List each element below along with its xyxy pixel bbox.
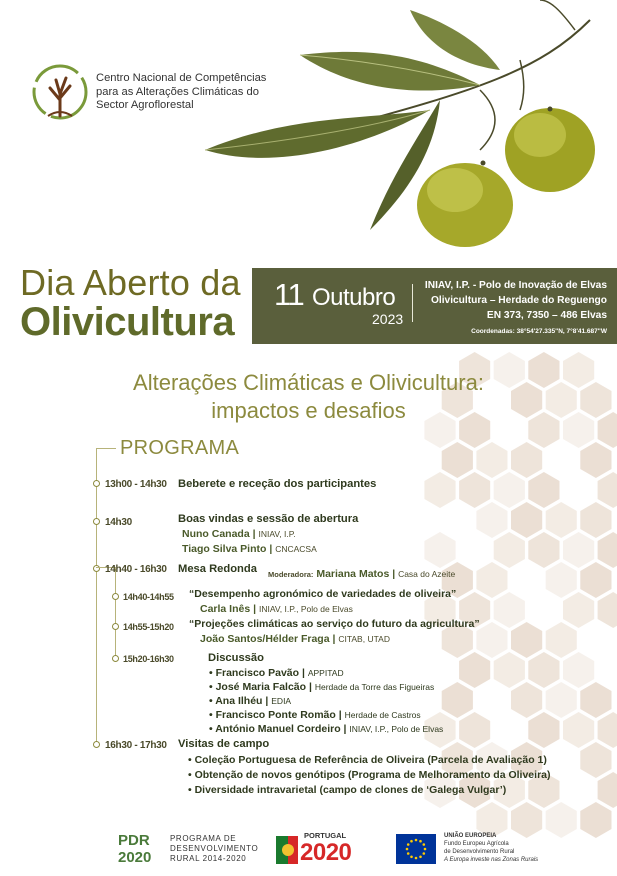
hexagon [528,532,559,568]
timeline-sub-line [115,567,116,657]
timeline-dot [93,741,100,748]
panelist-affiliation: Herdade da Torre das Figueiras [314,682,435,692]
programa-heading: PROGRAMA [120,437,240,459]
subtitle-line1: Alterações Climáticas e Olivicultura: [133,370,484,395]
hexagon [580,562,611,598]
hexagon [580,502,611,538]
panelist-name: Francisco Ponte Romão [215,709,336,721]
hexagon [494,592,525,628]
moderator-name: Mariana Matos [316,568,390,580]
eu-star [406,848,409,851]
session2-time: 14h30 [105,517,132,528]
event-day: 11 [274,277,304,312]
visit-item-text: Coleção Portuguesa de Referência de Oliveira (Parcela de Avaliação 1) [194,754,547,766]
timeline-top-connector [96,448,116,449]
panelist-affiliation: EDIA [271,696,292,706]
hexagon [459,712,490,748]
date-location-banner [252,268,617,344]
eu-line1: Fundo Europeu Agrícola [444,841,509,847]
eu-line3: A Europa investe nas Zonas Rurais [444,857,539,863]
visit-item: • Coleção Portuguesa de Referência de Oliveira (Parcela de Avaliação 1) [188,754,547,766]
hexagon [546,802,577,838]
hexagon [442,442,473,478]
eu-star [424,848,427,851]
hexagon [598,532,617,568]
pdr-line1: PROGRAMA DE [170,834,237,843]
hexagon [494,652,525,688]
location-line3: EN 373, 7350 – 486 Elvas [486,310,607,321]
speaker-name: Nuno Canada [182,528,250,540]
timeline-main-line [96,448,97,744]
session1-title: Beberete e receção dos participantes [178,478,377,490]
org-line3: Sector Agroflorestal [96,99,194,111]
eu-star [407,852,410,855]
speaker-name: Carla Inês [200,603,251,615]
speaker-name: João Santos/Hélder Fraga [200,633,330,645]
eu-star [415,857,418,860]
hexagon [476,502,507,538]
talk1-title: “Desempenho agronómico de variedades de oliveira” [189,588,457,600]
panelist-name: Francisco Pavão [215,667,300,679]
subtitle-line2: impactos e desafios [211,398,406,423]
hexagon [476,442,507,478]
eu-flag-icon [396,834,436,864]
hexagon [598,592,617,628]
visit-item-text: Diversidade intravarietal (campo de clones de ‘Galega Vulgar’) [194,784,507,796]
location-line1: INIAV, I.P. - Polo de Inovação de Elvas [424,280,607,291]
session1-time: 13h00 - 14h30 [105,479,167,490]
pdr-logo-text: PDR 2020 [118,832,152,866]
portugal-2020-year: 2020 [300,839,352,866]
event-month: Outubro [312,284,396,311]
eu-star [423,852,426,855]
hexagon [511,622,542,658]
hexagon [598,472,617,508]
hexagon [563,532,594,568]
hexagon [424,472,455,508]
panelist-name: António Manuel Cordeiro [215,723,341,735]
hexagon [528,472,559,508]
talk2-time: 14h55-15h20 [123,622,174,632]
eu-star [407,843,410,846]
speaker-affiliation: INIAV, I.P. [258,529,296,539]
eu-star [415,839,418,842]
coordinates: Coordenadas: 38°54'27.335"N, 7°8'41.687"W [471,328,607,335]
hexagon [580,442,611,478]
eu-text [444,832,538,864]
title-line1: Dia Aberto da [20,262,241,303]
hexagon [546,562,577,598]
eu-star [410,856,413,859]
eu-title: UNIÃO EUROPEIA [444,833,497,839]
panelist-affiliation: INIAV, I.P., Polo de Elvas [349,724,444,734]
hexagon [511,442,542,478]
hexagon [528,652,559,688]
hexagon [476,622,507,658]
pdr-line2: DESENVOLVIMENTO [170,844,259,853]
discussion-title: Discussão [208,652,264,664]
visit-item: • Diversidade intravarietal (campo de clones de ‘Galega Vulgar’) [188,784,507,796]
hexagon [459,472,490,508]
timeline-dot [93,480,100,487]
hexagon [546,502,577,538]
session2-title: Boas vindas e sessão de abertura [178,513,359,525]
hexagon [580,802,611,838]
panelist: • José Maria Falcão | Herdade da Torre das Figueiras [209,681,435,693]
moderator: Moderadora: Mariana Matos | Casa do Azeite [268,568,456,580]
hexagon [459,652,490,688]
timeline-dot [93,518,100,525]
hexagon [442,682,473,718]
eu-line2: de Desenvolvimento Rural [444,849,515,855]
speaker-tiago-silva-pinto: Tiago Silva Pinto | CNCACSA [182,543,317,555]
speaker-affiliation: INIAV, I.P., Polo de Elvas [258,604,353,614]
portugal-flag-icon [274,832,300,868]
hexagon [563,712,594,748]
eu-star [410,840,413,843]
panelist: • Ana Ilhéu | EDIA [209,695,292,707]
discussion-time: 15h20-16h30 [123,654,174,664]
org-name [96,72,266,113]
hexagon [598,712,617,748]
talk2-title: “Projeções climáticas ao serviço do futuro da agricultura” [189,618,480,630]
hexagon [424,532,455,568]
hexagon [511,682,542,718]
panelist-affiliation: Herdade de Castros [344,710,421,720]
speaker-affiliation: CNCACSA [275,544,317,554]
speaker-name: Tiago Silva Pinto [182,543,267,555]
hexagon [580,742,611,778]
hexagon [476,562,507,598]
speaker-affiliation: CITAB, UTAD [338,634,390,644]
timeline-dot [112,623,119,630]
panelist-name: José Maria Falcão [215,681,307,693]
moderator-label: Moderadora: [268,570,314,579]
banner-separator [412,284,413,322]
panelist-affiliation: APPITAD [307,668,344,678]
hexagon [494,472,525,508]
hexagon [563,652,594,688]
pdr2020-logo [118,832,166,868]
session3-title: Mesa Redonda [178,563,257,575]
org-line2: para as Alterações Climáticas do [96,85,259,98]
hexagon [580,682,611,718]
timeline-dot [112,655,119,662]
location-line2: Olivicultura – Herdade do Reguengo [430,295,607,306]
eu-star [419,840,422,843]
portugal-label: PORTUGAL [304,831,347,840]
panelist: • Francisco Ponte Romão | Herdade de Castros [209,709,421,721]
hexagon [563,592,594,628]
eu-star [423,843,426,846]
visit-item: • Obtenção de novos genótipos (Programa de Melhoramento da Oliveira) [188,769,551,781]
panelist: • António Manuel Cordeiro | INIAV, I.P., Polo de Elvas [209,723,444,735]
pdr-line3: RURAL 2014-2020 [170,854,247,863]
talk2-speaker: João Santos/Hélder Fraga | CITAB, UTAD [200,633,390,645]
panelist: • Francisco Pavão | APPITAD [209,667,344,679]
moderator-affiliation: Casa do Azeite [398,569,456,579]
tree-logo-icon [30,64,92,124]
hexagon [598,772,617,808]
visit-item-text: Obtenção de novos genótipos (Programa de Melhoramento da Oliveira) [194,769,551,781]
session3-time: 14h40 - 16h30 [105,564,167,575]
talk1-time: 14h40-14h55 [123,592,174,602]
hexagon [528,712,559,748]
timeline-dot [112,593,119,600]
hexagon [511,502,542,538]
pdr-program-text [170,834,258,864]
event-year: 2023 [372,311,404,327]
hexagon [546,682,577,718]
olive-branch-illustration [180,0,617,260]
hexagon [494,532,525,568]
panelist-name: Ana Ilhéu [215,695,263,707]
session4-time: 16h30 - 17h30 [105,740,167,751]
eu-star [419,856,422,859]
session4-title: Visitas de campo [178,738,270,750]
speaker-nuno-canada: Nuno Canada | INIAV, I.P. [182,528,296,540]
hexagon [546,622,577,658]
title-line2: Olivicultura [20,300,235,344]
talk1-speaker: Carla Inês | INIAV, I.P., Polo de Elvas [200,603,353,615]
org-line1: Centro Nacional de Competências [96,72,267,84]
